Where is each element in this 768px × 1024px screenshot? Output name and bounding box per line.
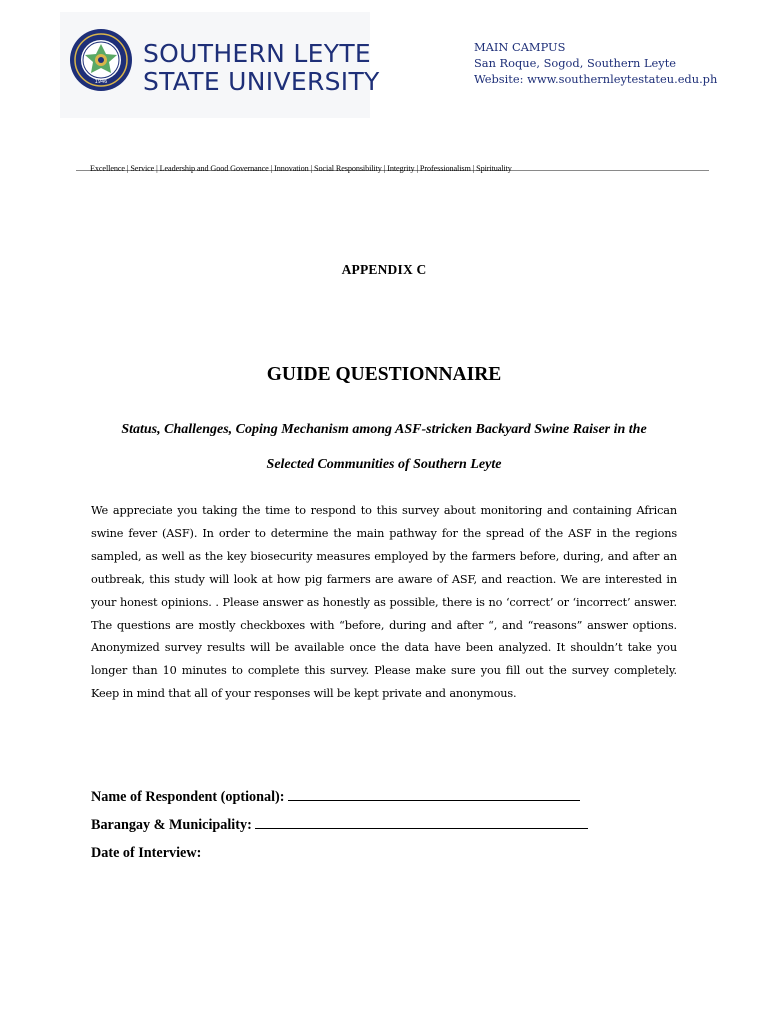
university-name-line1: SOUTHERN LEYTE [143, 39, 371, 68]
intro-paragraph: We appreciate you taking the time to respond to this survey about monitoring and containing African swine fever (ASF). In order to determine the main pathway for the spread of the ASF in the regions sampled, as well as the key biosecurity measures employed by the farmers before, during, and after an outbreak, this study will look at how pig farmers are aware of ASF, and reaction. We are interested in your honest opinions. . Please answer as honestly as possible, there is no ‘correct’ or ‘incorrect’ answer. The questions are mostly checkboxes with “before, during and after “, and “reasons” answer options. Anonymized survey results will be available once the data have been analyzed. It shouldn’t take you longer than 10 minutes to complete this survey. Please make sure you fill out the survey completely. Keep in mind that all of your responses will be kept private and anonymous. [91, 504, 677, 701]
document-title: GUIDE QUESTIONNAIRE [266, 364, 502, 385]
respondent-name-field [91, 788, 580, 806]
interview-date-label: Date of Interview: [91, 845, 202, 861]
study-title-line2: Selected Communities of Southern Leyte [266, 457, 502, 472]
university-name-line2: STATE UNIVERSITY [143, 67, 380, 96]
location-label: Barangay & Municipality: [91, 817, 252, 833]
interview-date-field [91, 845, 201, 862]
seal-year-text: 1946 [94, 79, 108, 85]
location-field [91, 816, 588, 834]
location-blank [255, 816, 588, 829]
campus-info [474, 39, 717, 87]
respondent-name-blank [288, 788, 580, 801]
campus-address: San Roque, Sogod, Southern Leyte [474, 56, 677, 70]
campus-name: MAIN CAMPUS [474, 40, 566, 54]
study-title-line1: Status, Challenges, Coping Mechanism among ASF-stricken Backyard Swine Raiser in the [121, 422, 647, 437]
campus-website: Website: www.southernleytestateu.edu.ph [474, 72, 718, 86]
university-seal-logo [69, 28, 133, 92]
appendix-label: APPENDIX C [341, 262, 427, 277]
core-values-line: Excellence | Service | Leadership and Good Governance | Innovation | Social Responsibility | Integrity | Professionalism | Spirituality [90, 164, 512, 173]
respondent-name-label: Name of Respondent (optional): [91, 789, 285, 805]
